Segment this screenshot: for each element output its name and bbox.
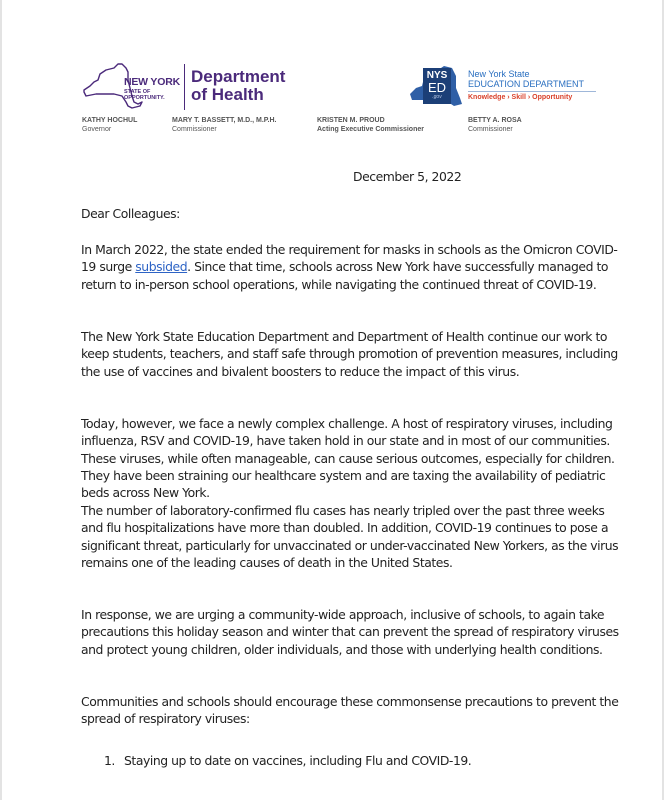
official-education-commissioner <box>468 116 522 134</box>
nysed-title-line1: New York State <box>468 69 530 79</box>
official-governor <box>82 116 137 134</box>
official-title: Commissioner <box>468 126 513 133</box>
official-name: MARY T. BASSETT, M.D., M.P.H. <box>172 117 277 124</box>
paragraph-prevention: The New York State Education Department and Department of Health continue our work to keep students, teachers, and staff safe through promotion of prevention measures, including the use of vaccines and bivalent boosters to reduce the impact of this virus. <box>81 329 618 379</box>
list-item-number: 1. <box>104 753 115 768</box>
paragraph-text: In March 2022, the state ended the requirement for masks in schools as the Omicron COVID-19 surge <box>81 242 618 275</box>
official-title: Governor <box>82 126 112 133</box>
page-edge-left <box>0 0 2 800</box>
paragraph-text: . Since that time, schools across New York have successfully managed to return to in-person school operations, while navigating the continued threat of COVID-19. <box>81 259 609 292</box>
subsided-link[interactable]: subsided <box>135 259 188 275</box>
nysed-tagline: Knowledge › Skill › Opportunity <box>468 94 573 101</box>
official-title: Acting Executive Commissioner <box>317 126 424 133</box>
paragraph-community-approach: In response, we are urging a community-wide approach, inclusive of schools, to again take precautions this holiday season and winter that can prevent the spread of respiratory viruses and protect young children, older individuals, and those with underlying health conditions. <box>81 607 619 657</box>
official-acting-executive-commissioner <box>317 116 424 134</box>
nysed-title-line2: EDUCATION DEPARTMENT <box>468 79 585 89</box>
doh-title-line2: of Health <box>191 85 264 104</box>
nys-logo-tagline <box>124 89 165 101</box>
official-title: Commissioner <box>172 126 217 133</box>
official-doh-commissioner <box>172 116 277 134</box>
nysed-logo-box <box>423 68 451 104</box>
logo-divider <box>184 64 185 110</box>
nysed-logo-ed: ED <box>427 80 447 95</box>
department-of-health-title <box>191 68 285 104</box>
nys-logo-line3: OPPORTUNITY. <box>124 95 165 101</box>
paragraph-precautions-intro: Communities and schools should encourage these commonsense precautions to prevent the spread of respiratory viruses: <box>81 694 619 727</box>
paragraph-mask-requirement <box>81 241 621 293</box>
nysed-logo-gov: .gov <box>432 94 442 100</box>
paragraph-respiratory-challenge: Today, however, we face a newly complex challenge. A host of respiratory viruses, including influenza, RSV and COVID-19, have taken hold in our state and in most of our communities. These viruses, while often manageable, can cause serious outcomes, especially for children. They have been straining our healthcare system and are taxing the availability of pediatric beds across New York. <box>81 416 615 501</box>
nys-doh-logo <box>82 62 182 112</box>
list-item-text: Staying up to date on vaccines, including Flu and COVID-19. <box>124 753 472 768</box>
nysed-title-block <box>468 69 596 102</box>
official-name: KRISTEN M. PROUD <box>317 117 385 124</box>
official-name: KATHY HOCHUL <box>82 117 138 124</box>
doh-title-line1: Department <box>191 67 286 86</box>
nysed-logo <box>410 66 462 106</box>
letter-date: December 5, 2022 <box>353 169 462 184</box>
list-item <box>104 752 471 769</box>
paragraph-flu-statistics: The number of laboratory-confirmed flu cases has nearly tripled over the past three weeks and flu hospitalizations have more than doubled. In addition, COVID-19 continues to pose a significant threat, particularly for unvaccinated or under-vaccinated New Yorkers, as the virus remains one of the leading causes of death in the United States. <box>81 503 619 570</box>
nysed-title-rule <box>468 91 596 92</box>
nys-logo-line1: NEW YORK <box>124 76 180 88</box>
nysed-logo-nys: NYS <box>426 70 448 81</box>
nys-logo-line2: STATE OF <box>124 89 151 95</box>
official-name: BETTY A. ROSA <box>468 117 522 124</box>
salutation: Dear Colleagues: <box>81 206 180 221</box>
